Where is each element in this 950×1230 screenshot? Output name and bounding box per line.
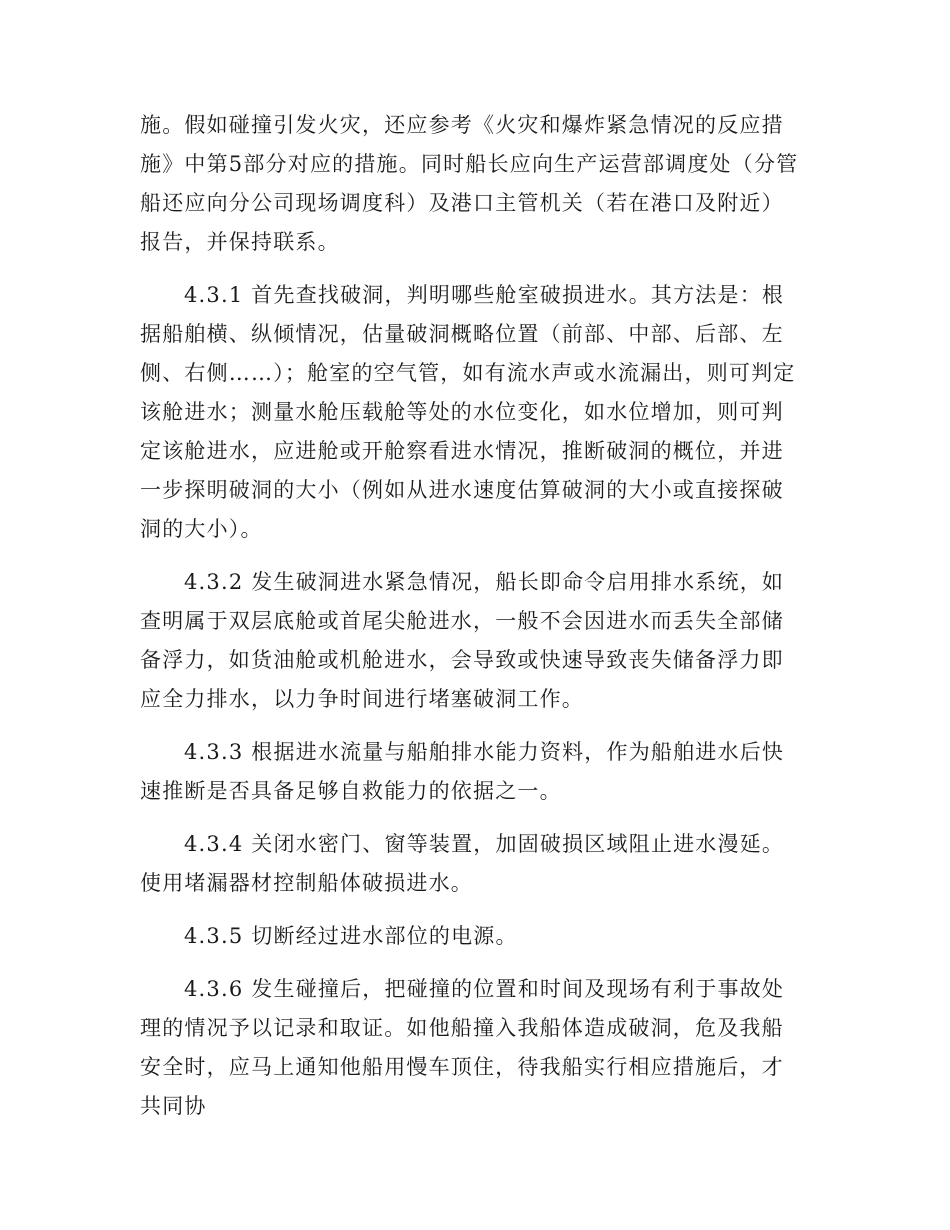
document-body xyxy=(140,106,800,1126)
paragraph-4-3-3: 4.3.3 根据进水流量与船舶排水能力资料，作为船舶进水后快速推断是否具备足够自救能力的依据之一。 xyxy=(140,740,785,803)
paragraph-4-3-5: 4.3.5 切断经过进水部位的电源。 xyxy=(184,924,518,948)
paragraph-4-3-4: 4.3.4 关闭水密门、窗等装置，加固破损区域阻止进水漫延。使用堵漏器材控制船体破损进水。 xyxy=(140,832,785,895)
paragraph-4-3-2: 4.3.2 发生破洞进水紧急情况，船长即命令启用排水系统，如查明属于双层底舱或首尾尖舱进水，一般不会因进水而丢失全部储备浮力，如货油舱或机舱进水，会导致或快速导致丧失储备浮力即应全力排水，以力争时间进行堵塞破洞工作。 xyxy=(140,570,785,711)
paragraph-4-3-6: 4.3.6 发生碰撞后，把碰撞的位置和时间及现场有利于事故处理的情况予以记录和取证。如他船撞入我船体造成破洞，危及我船安全时，应马上通知他船用慢车顶住，待我船实行相应措施后，才共同协 xyxy=(140,977,785,1118)
paragraph-4-3-1: 4.3.1 首先查找破洞，判明哪些舱室破损进水。其方法是：根据船舶横、纵倾情况，估量破洞概略位置（前部、中部、后部、左侧、右侧……）；舱室的空气管，如有流水声或水流漏出，则可判定该舱进水；测量水舱压载舱等处的水位变化，如水位增加，则可判定该舱进水，应进舱或开舱察看进水情况，推断破洞的概位，并进一步探明破洞的大小（例如从进水速度估算破洞的大小或直接探破洞的大小）。 xyxy=(140,283,796,541)
paragraph-continuation: 施。假如碰撞引发火灾，还应参考《火灾和爆炸紧急情况的反应措施》中第5部分对应的措施。同时船长应向生产运营部调度处（分管船还应向分公司现场调度科）及港口主管机关（若在港口及附近）报告，并保持联系。 xyxy=(140,113,799,254)
